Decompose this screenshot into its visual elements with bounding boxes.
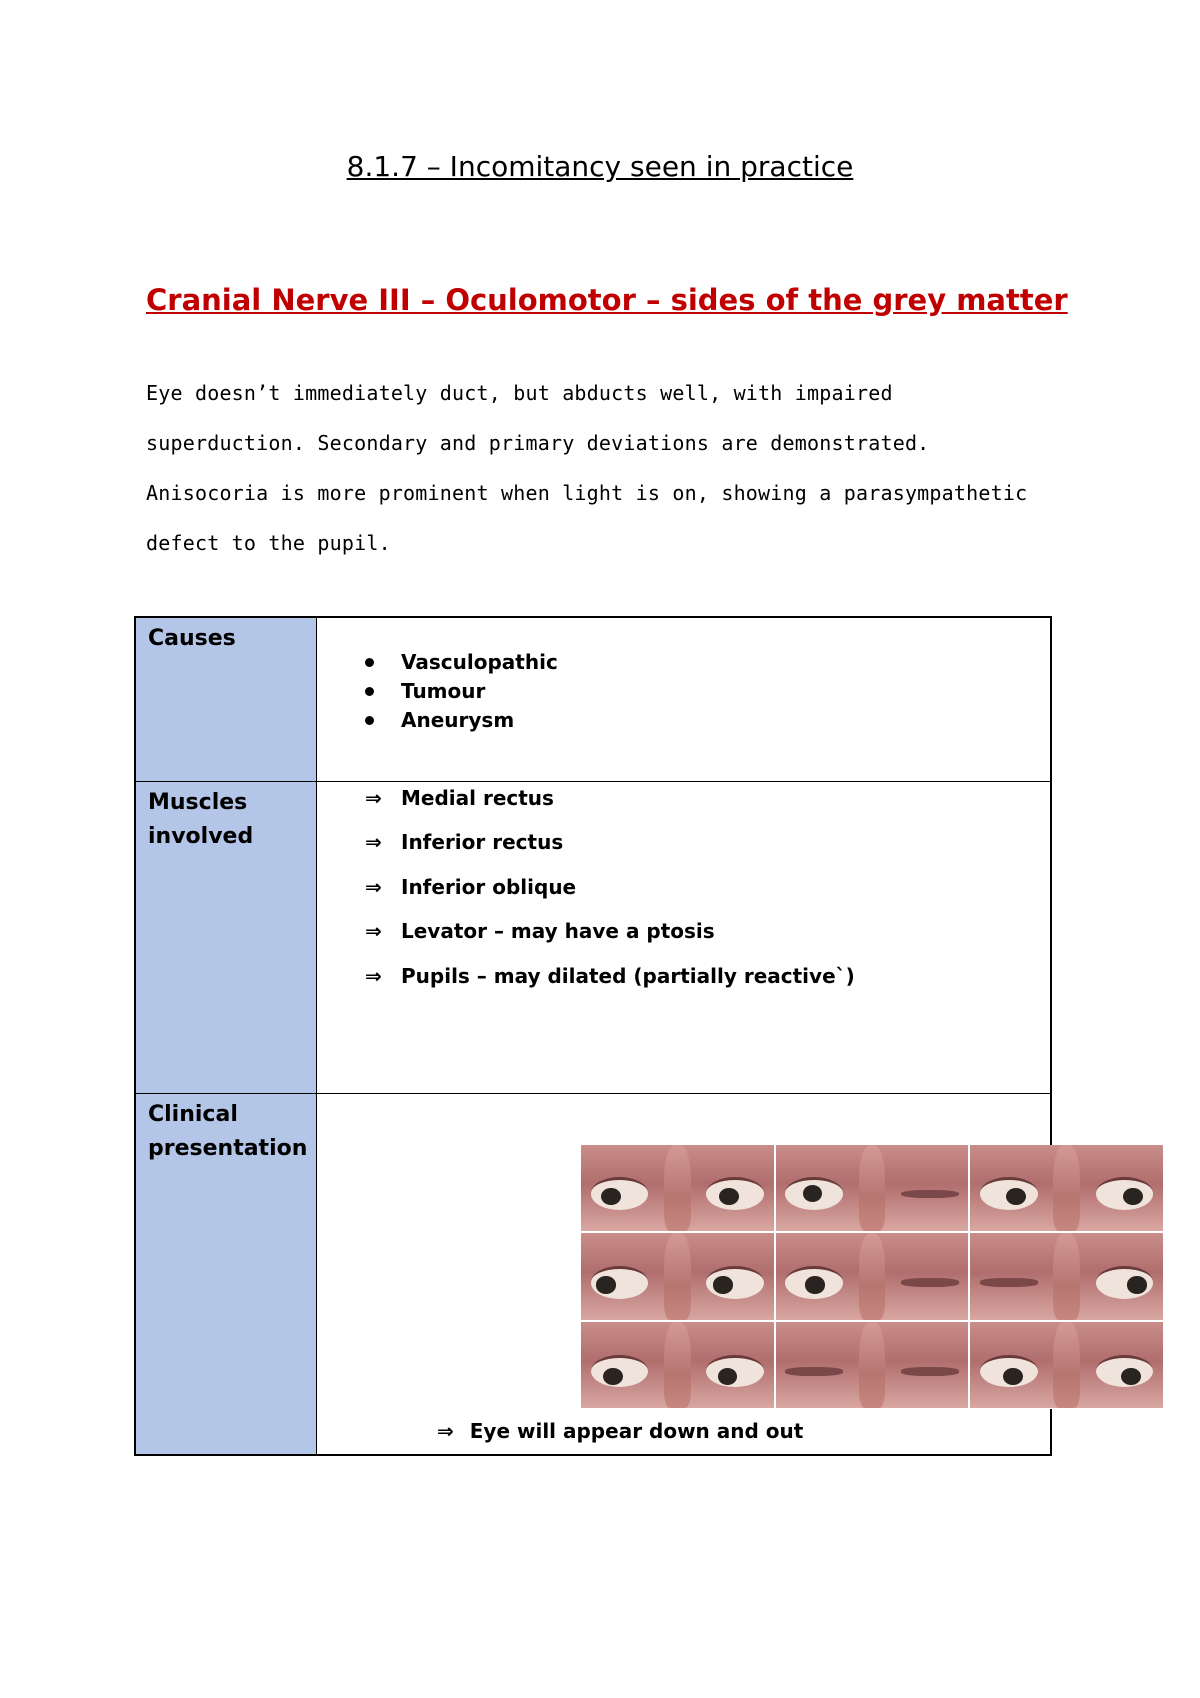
list-item-text: Inferior rectus (401, 830, 564, 854)
gaze-photo (776, 1322, 969, 1409)
paragraph-line: defect to the pupil. (146, 531, 391, 555)
list-item (365, 826, 1050, 871)
causes-label: Causes (148, 626, 236, 651)
list-item-text: Medial rectus (401, 785, 554, 810)
content-cell (317, 1093, 1052, 1455)
bullet-icon (365, 716, 374, 725)
list-item-text: Levator – may have a ptosis (401, 919, 715, 943)
table-row-clinical (135, 1093, 1051, 1455)
list-item (365, 706, 1050, 735)
list-item (365, 677, 1050, 706)
gaze-photo (776, 1233, 969, 1320)
gaze-photo (970, 1322, 1163, 1409)
list-item-text: Pupils – may dilated (partially reactive`) (401, 963, 855, 988)
page-title: 8.1.7 – Incomitancy seen in practice (346, 150, 854, 183)
gaze-photo (970, 1145, 1163, 1232)
list-item (365, 648, 1050, 677)
content-cell (317, 781, 1052, 1093)
list-item-text: Vasculopathic (401, 650, 558, 674)
label-cell (135, 1093, 317, 1455)
list-item-text: Tumour (401, 679, 486, 703)
bullet-icon (365, 687, 374, 696)
label-cell (135, 617, 317, 781)
arrow-icon: ⇒ (365, 830, 382, 854)
arrow-icon: ⇒ (365, 785, 382, 810)
table-row-causes (135, 617, 1051, 781)
clinical-caption (437, 1419, 803, 1443)
caption-text: Eye will appear down and out (469, 1418, 804, 1443)
paragraph-line: Anisocoria is more prominent when light is on, showing a parasympathetic (146, 481, 1028, 505)
gaze-photo (970, 1233, 1163, 1320)
list-item (365, 960, 1050, 1005)
arrow-icon: ⇒ (365, 919, 382, 943)
content-cell (317, 617, 1052, 781)
list-item (365, 782, 1050, 827)
description-paragraph (146, 368, 1066, 568)
nine-gaze-photo-grid (581, 1145, 1163, 1409)
label-line: Clinical (148, 1101, 238, 1127)
table-row-muscles (135, 781, 1051, 1093)
arrow-icon: ⇒ (365, 963, 382, 988)
bullet-icon (365, 658, 374, 667)
label-line: involved (148, 823, 254, 849)
gaze-photo (776, 1145, 969, 1232)
section-heading: Cranial Nerve III – Oculomotor – sides of the grey matter (146, 283, 1068, 317)
paragraph-line: Eye doesn’t immediately duct, but abducts well, with impaired (146, 381, 893, 405)
gaze-photo (581, 1322, 774, 1409)
info-table (134, 616, 1052, 1456)
gaze-photo (581, 1233, 774, 1320)
label-line: Muscles (148, 789, 248, 815)
clinical-label (136, 1094, 316, 1166)
list-item-text: Aneurysm (401, 708, 515, 732)
list-item (365, 915, 1050, 960)
paragraph-line: superduction. Secondary and primary deviations are demonstrated. (146, 431, 930, 455)
label-line: presentation (148, 1135, 308, 1161)
gaze-photo (581, 1145, 774, 1232)
muscles-list (317, 782, 1050, 1005)
arrow-icon: ⇒ (437, 1418, 454, 1443)
label-cell (135, 781, 317, 1093)
muscles-label (136, 782, 316, 854)
list-item-text: Inferior oblique (401, 874, 577, 899)
causes-list (317, 618, 1050, 735)
list-item (365, 871, 1050, 916)
arrow-icon: ⇒ (365, 874, 382, 899)
